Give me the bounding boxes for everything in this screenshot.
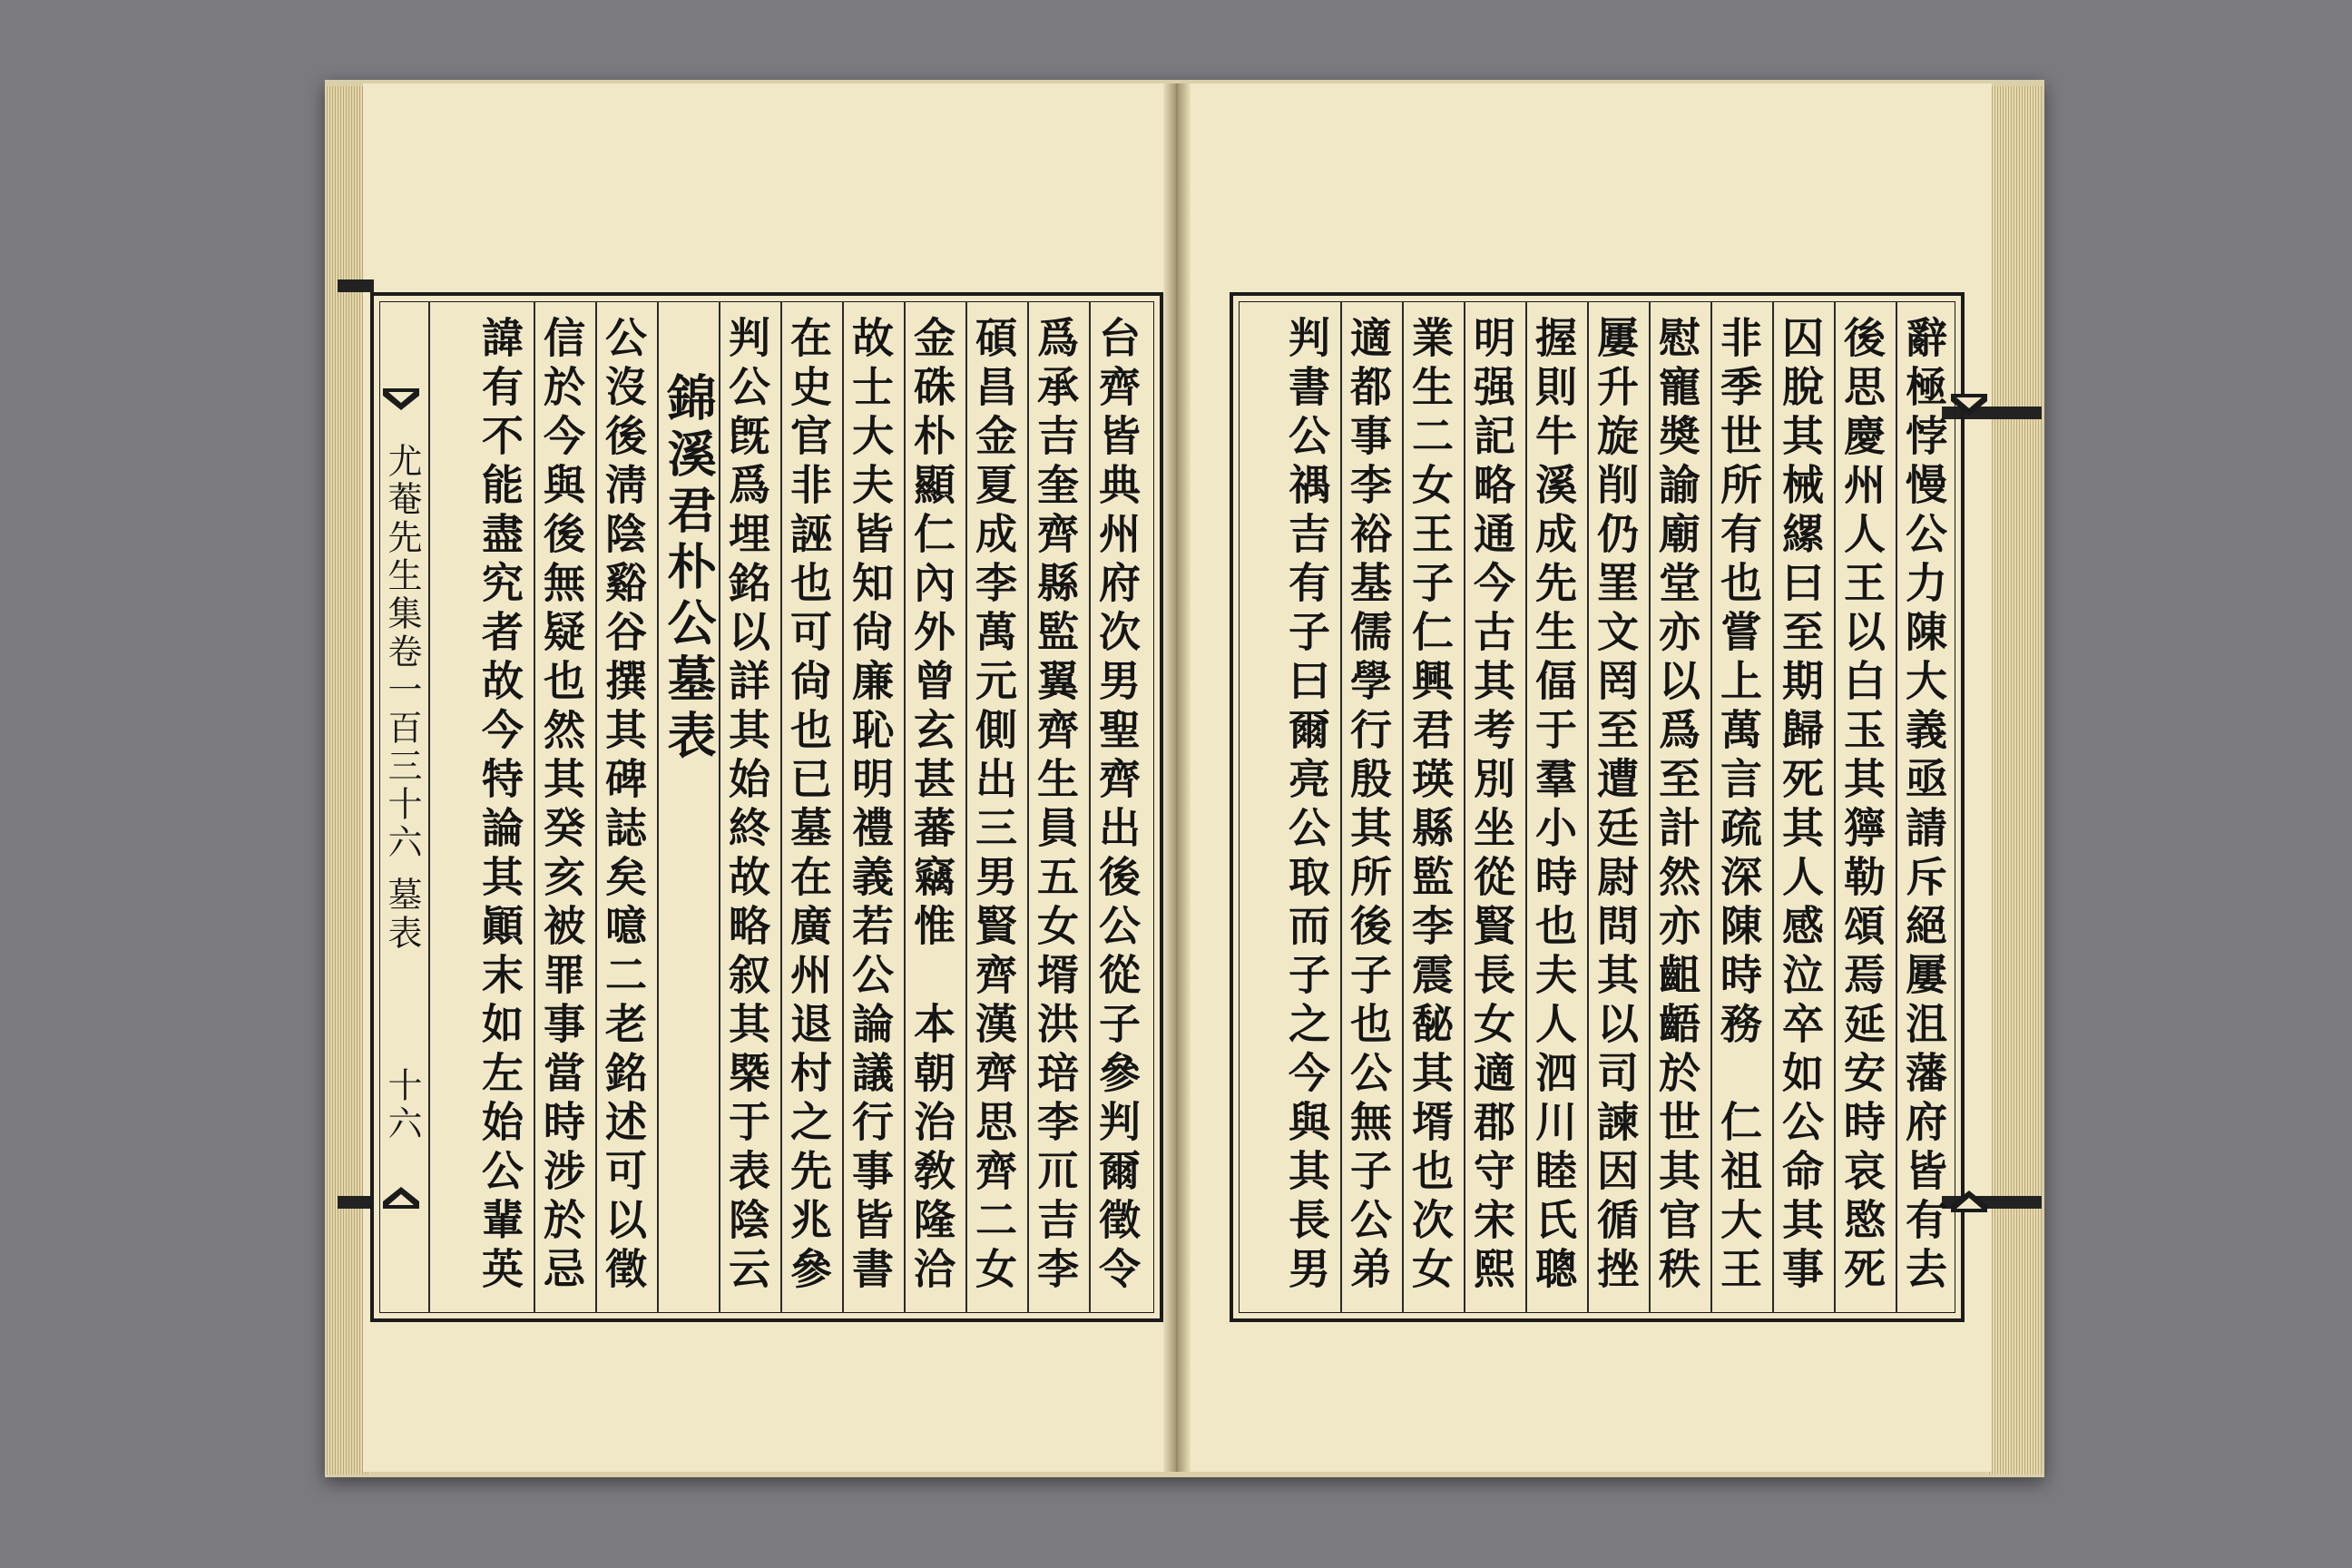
column-rule	[1027, 301, 1029, 1313]
column-rule	[965, 301, 967, 1313]
column-rule	[1772, 301, 1774, 1313]
fish-tail-mark-icon	[381, 387, 421, 430]
text-column: 故士大夫皆知尙廉恥明禮義若公論議行事皆書	[846, 316, 895, 1296]
text-column: 慰寵奬諭廟堂亦以爲至計然亦齟齬於世其官秩	[1652, 316, 1701, 1296]
text-column: 爲承吉奎齊縣監翼齊生員五女壻洪琣李𥘅吉李	[1031, 316, 1080, 1296]
text-column: 握則牛溪成先生偪于羣小時也夫人泗川睦氏聰	[1529, 316, 1578, 1296]
text-column: 台齊皆典州府次男聖齊出後公從子參判爾徵令	[1093, 316, 1142, 1296]
text-column: 業生二女王子仁興君瑛縣監李震馝其壻也次女	[1406, 316, 1455, 1296]
page-number: 十六	[382, 1067, 422, 1143]
section-label: 墓表	[382, 877, 422, 953]
section-heading: 錦溪君朴公墓表	[660, 316, 718, 766]
text-column: 信於今與後無疑也然其癸亥被罪事當時涉於忌	[537, 316, 586, 1296]
column-rule	[1525, 301, 1527, 1313]
column-rule	[780, 301, 782, 1313]
text-column: 明强記略通今古其考別坐從賢長女適郡守宋熙	[1467, 316, 1516, 1296]
binding-thread	[338, 279, 374, 292]
fish-tail-mark-icon	[1949, 1171, 1989, 1214]
right-page-frame	[1230, 292, 1965, 1322]
column-rule	[1896, 301, 1897, 1313]
text-column: 判書公禑吉有子曰爾亮公取而子之今與其長男	[1282, 316, 1331, 1296]
text-column: 辭極悖慢公力陳大義亟請斥絕屢沮藩府皆有去	[1899, 316, 1948, 1296]
column-rule	[428, 301, 430, 1313]
column-rule	[904, 301, 906, 1313]
text-column: 後思慶州人王以白玉其獰勒頌焉延安時哀愍死	[1838, 316, 1886, 1296]
text-column: 諱有不能盡究者故今特論其顚末如左始公輩英	[475, 316, 524, 1296]
text-column: 囚脫其械縲曰至期歸死其人感泣卒如公命其事	[1776, 316, 1825, 1296]
text-column: 金硃朴顯仁內外曾玄甚蕃竊惟 本朝治敎隆洽	[907, 316, 956, 1296]
fish-tail-mark-icon	[1949, 392, 1989, 436]
column-rule	[1649, 301, 1651, 1313]
column-rule	[1464, 301, 1465, 1313]
column-rule	[1834, 301, 1836, 1313]
column-rule	[1089, 301, 1091, 1313]
column-rule	[1402, 301, 1404, 1313]
page-edges-right	[1987, 86, 2042, 1475]
text-column: 屢升旋削仍罣文罔至遭廷尉問其以司諫因循挫	[1591, 316, 1640, 1296]
text-column: 碩昌金夏成李萬元側出三男賢齊漢齊思齊二女	[969, 316, 1018, 1296]
text-column: 判公旣爲埋銘以詳其始終故略叙其槩于表陰云	[722, 316, 771, 1296]
text-column: 公沒後淸陰谿谷撰其碑誌矣噫二老銘述可以徵	[599, 316, 648, 1296]
column-rule	[534, 301, 535, 1313]
book-gutter	[1163, 83, 1191, 1472]
column-rule	[719, 301, 720, 1313]
binding-thread	[338, 1196, 374, 1209]
text-column: 非季世所有也嘗上萬言疏深陳時務 仁祖大王	[1714, 316, 1763, 1296]
column-rule	[1710, 301, 1712, 1313]
column-rule	[595, 301, 597, 1313]
text-column: 適都事李裕基儒學行殷其所後子也公無子公弟	[1344, 316, 1393, 1296]
column-rule	[1587, 301, 1589, 1313]
left-page-frame	[370, 292, 1163, 1322]
fish-tail-mark-icon	[381, 1167, 421, 1210]
column-rule	[842, 301, 844, 1313]
column-rule	[657, 301, 659, 1313]
column-rule	[1340, 301, 1342, 1313]
text-column: 在史官非誣也可尙也已墓在廣州退村之先兆參	[784, 316, 833, 1296]
book-title: 尤菴先生集卷一百三十六	[382, 443, 422, 862]
